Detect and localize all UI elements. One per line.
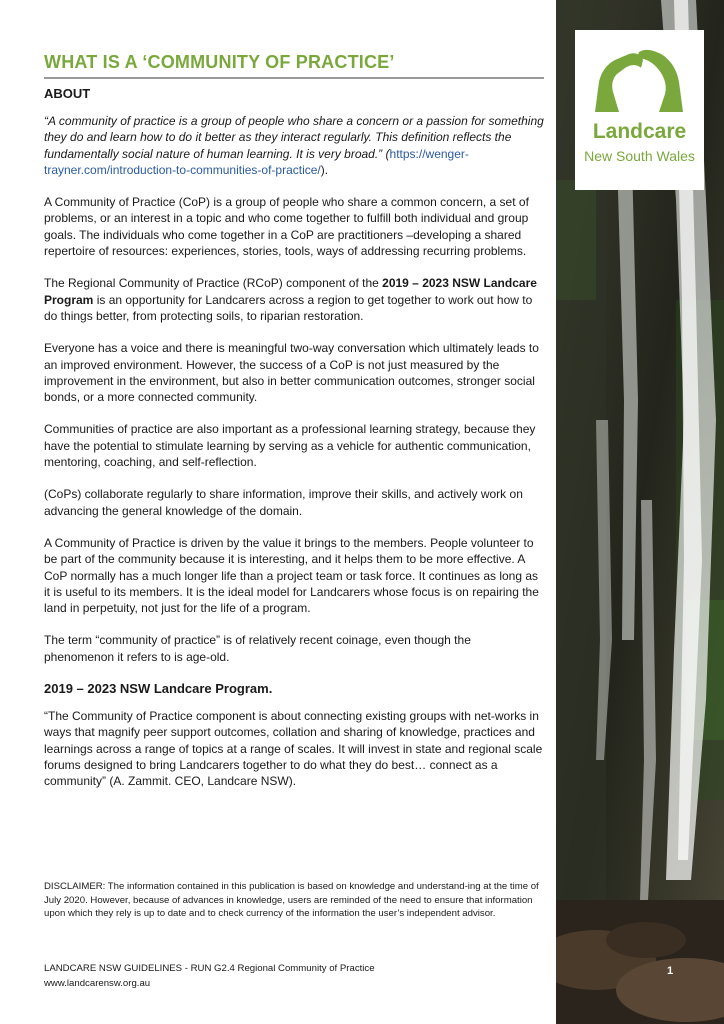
paragraph-value: A Community of Practice is driven by the value it brings to the members. People volunteer to be part of the community because it is interesting, and it helps them to be more effective. A CoP normally has a much longer life than a project team or task force. It continues as long as it is useful to its members. It is the ideal model for Landcarers whose focus is on repairing the land in perpetuity, not just for the life of a program. — [44, 535, 539, 616]
definition-quote-text: “A community of practice is a group of people who share a concern or a passion for something they do and learn how to do it better as they interact regularly. This definition reflects the fundamentally social nature of human learning. It is very broad.” ( — [44, 114, 544, 161]
paragraph-rcop — [44, 275, 544, 324]
ceo-quote: “The Community of Practice component is about connecting existing groups with net-works in ways that magnify peer support outcomes, collation and sharing of knowledge, practices and learnings across a range of topics at a range of scales. It will invest in state and regional scale forums designed to bring Landcarers together to do what they do best… connect as a community” (A. Zammit. CEO, Landcare NSW). — [44, 709, 543, 789]
source-link[interactable]: https://wenger-trayner.com/introduction-to-communities-of-practice/ — [44, 146, 469, 177]
about-heading: ABOUT — [44, 86, 91, 101]
paragraph-cop-definition: A Community of Practice (CoP) is a group of people who share a common concern, a set of problems, or an interest in a topic and who come together to fulfill both individual and group goals. The individuals who come together in a CoP are practitioners –developing a shared repertoire of resources: experiences, stories, tools, ways of addressing recurring problems. — [44, 195, 529, 259]
footer-website: www.landcarensw.org.au — [44, 977, 151, 989]
footer-guideline-title: LANDCARE NSW GUIDELINES - RUN G2.4 Regional Community of Practice — [44, 963, 375, 974]
paragraph-collaborate: (CoPs) collaborate regularly to share information, improve their skills, and actively work on advancing the general knowledge of the domain. — [44, 487, 523, 518]
logo-name: Landcare — [592, 120, 687, 143]
landcare-hands-australia-icon — [589, 42, 689, 118]
paragraph-rcop-start: The Regional Community of Practice (RCoP) component of the — [44, 276, 383, 291]
definition-quote-tail: ). — [320, 162, 329, 177]
program-heading: 2019 – 2023 NSW Landcare Program. — [44, 681, 273, 697]
footer — [44, 962, 524, 991]
main-content — [44, 52, 544, 806]
page-title: WHAT IS A ‘COMMUNITY OF PRACTICE’ — [44, 52, 544, 79]
paragraph-rcop-end: is an opportunity for Landcarers across a region to get together to work out how to do things better, from protecting soils, to riparian restoration. — [44, 292, 533, 323]
program-name-bold: 2019 – 2023 NSW Landcare Program — [44, 276, 537, 307]
paragraph-term: The term “community of practice” is of relatively recent coinage, even though the phenomenon it refers to is age-old. — [44, 633, 471, 664]
disclaimer: DISCLAIMER: The information contained in this publication is based on knowledge and understand-ing at the time of July 2020. However, because of advances in knowledge, users are reminded of the need to ensure that information upon which they rely is up to date and to check currency of the information the user’s independent advisor. — [44, 881, 539, 919]
landcare-logo — [575, 30, 704, 190]
paragraph-learning: Communities of practice are also important as a professional learning strategy, because they have the potential to stimulate learning by serving as a vehicle for authentic communication, mentoring, coaching, and self-reflection. — [44, 422, 536, 470]
logo-subtitle: New South Wales — [584, 148, 695, 164]
page-number: 1 — [666, 965, 674, 977]
paragraph-voice: Everyone has a voice and there is meaningful two-way conversation which ultimately leads to an improved environment. However, the success of a CoP is not just measured by the improvement in the environment, but also in better communication outcomes, stronger social bonds, or a more connected community. — [44, 341, 539, 405]
definition-quote — [44, 113, 544, 178]
